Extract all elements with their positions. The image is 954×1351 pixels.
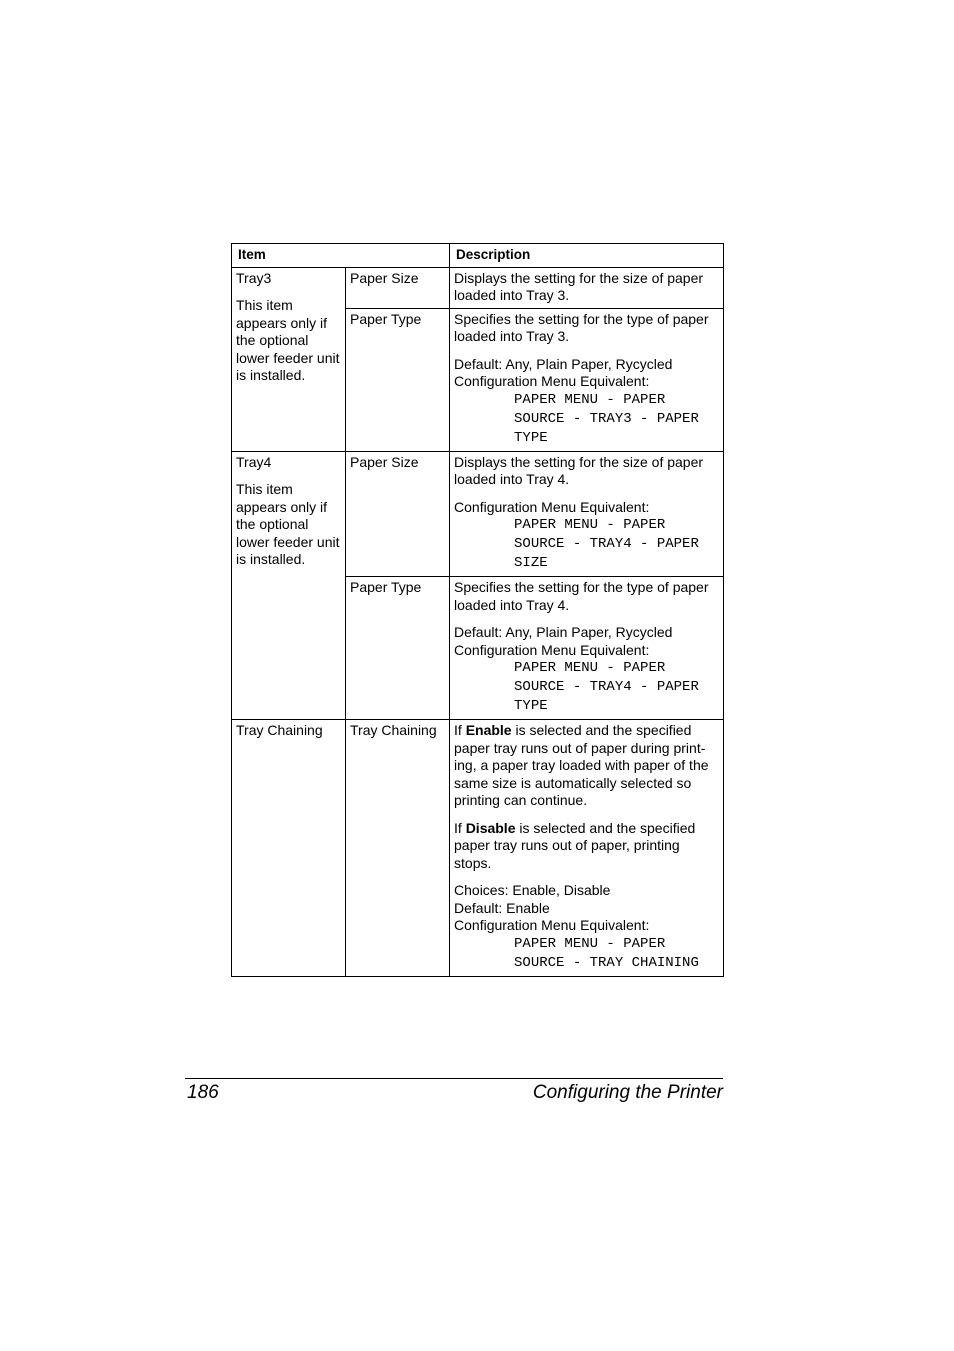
tray-chaining-name: Tray Chaining bbox=[232, 720, 346, 977]
tray3-paper-size-desc bbox=[450, 267, 724, 308]
config-path-line: SOURCE - TRAY4 - PAPER bbox=[514, 536, 699, 552]
tray3-note: This item appears only if the optional lower feeder unit is installed. bbox=[236, 297, 340, 383]
config-path-line: PAPER MENU - PAPER bbox=[514, 935, 666, 952]
tray4-note: This item appears only if the optional lower feeder unit is installed. bbox=[236, 481, 340, 567]
tray4-paper-size-label: Paper Size bbox=[346, 451, 450, 577]
table-row bbox=[232, 451, 724, 577]
config-path-line: TYPE bbox=[514, 429, 548, 446]
text-span: is selected and the specified paper tray runs out of paper during print-ing, a paper tray loaded with paper of the same size is automatically selected so printing can continue. bbox=[454, 722, 709, 808]
tray3-paper-type-desc bbox=[450, 308, 724, 451]
description-text: Specifies the setting for the type of paper loaded into Tray 4. bbox=[454, 579, 709, 613]
tray3-paper-type-label: Paper Type bbox=[346, 308, 450, 451]
config-path-line: SOURCE - TRAY3 - PAPER bbox=[514, 410, 699, 427]
config-path-line: SOURCE - TRAY CHAINING bbox=[514, 954, 699, 971]
config-label: Configuration Menu Equivalent: bbox=[454, 917, 650, 933]
text-span: If bbox=[454, 722, 466, 738]
config-label: Configuration Menu Equivalent: bbox=[454, 498, 650, 515]
table-row bbox=[232, 720, 724, 977]
tray4-item-cell bbox=[232, 451, 346, 720]
footer-rule bbox=[185, 1078, 723, 1079]
default-text: Default: Enable bbox=[454, 899, 550, 916]
tray3-item-cell bbox=[232, 267, 346, 451]
enable-paragraph bbox=[454, 722, 719, 810]
tray4-paper-size-desc bbox=[450, 451, 724, 577]
config-label: Configuration Menu Equivalent: bbox=[454, 641, 650, 658]
default-text: Default: Any, Plain Paper, Rycycled bbox=[454, 624, 673, 640]
choices-text: Choices: Enable, Disable bbox=[454, 882, 611, 898]
config-path-line: TYPE bbox=[514, 698, 548, 714]
header-item: Item bbox=[232, 244, 450, 268]
text-span: is selected and the specified paper tray runs out of paper, printing stops. bbox=[454, 819, 696, 871]
footer-title: Configuring the Printer bbox=[532, 1082, 723, 1103]
table-header-row bbox=[232, 244, 724, 268]
description-text: Displays the setting for the size of paper loaded into Tray 3. bbox=[454, 269, 704, 303]
description-text: Specifies the setting for the type of paper loaded into Tray 3. bbox=[454, 310, 709, 344]
table-row bbox=[232, 267, 724, 308]
text-span: If bbox=[454, 819, 466, 836]
tray4-paper-type-label: Paper Type bbox=[346, 577, 450, 720]
disable-paragraph bbox=[454, 820, 719, 873]
config-path-line: SOURCE - TRAY4 - PAPER bbox=[514, 679, 699, 695]
tray4-name: Tray4 bbox=[236, 453, 272, 470]
disable-keyword: Disable bbox=[465, 819, 516, 836]
enable-keyword: Enable bbox=[465, 722, 512, 738]
tray3-name: Tray3 bbox=[236, 269, 272, 286]
config-path-line: PAPER MENU - PAPER bbox=[514, 391, 666, 408]
tray-chaining-desc bbox=[450, 720, 724, 977]
config-label: Configuration Menu Equivalent: bbox=[454, 373, 650, 389]
settings-table bbox=[231, 243, 724, 977]
default-text: Default: Any, Plain Paper, Rycycled bbox=[454, 355, 673, 372]
header-description: Description bbox=[450, 244, 724, 268]
tray-chaining-label: Tray Chaining bbox=[346, 720, 450, 977]
description-text: Displays the setting for the size of paper loaded into Tray 4. bbox=[454, 453, 704, 487]
config-path-line: SIZE bbox=[514, 555, 548, 571]
tray3-paper-size-label: Paper Size bbox=[346, 267, 450, 308]
config-path-line: PAPER MENU - PAPER bbox=[514, 517, 666, 533]
config-path-line: PAPER MENU - PAPER bbox=[514, 660, 666, 676]
page-number: 186 bbox=[187, 1082, 219, 1103]
tray4-paper-type-desc bbox=[450, 577, 724, 720]
